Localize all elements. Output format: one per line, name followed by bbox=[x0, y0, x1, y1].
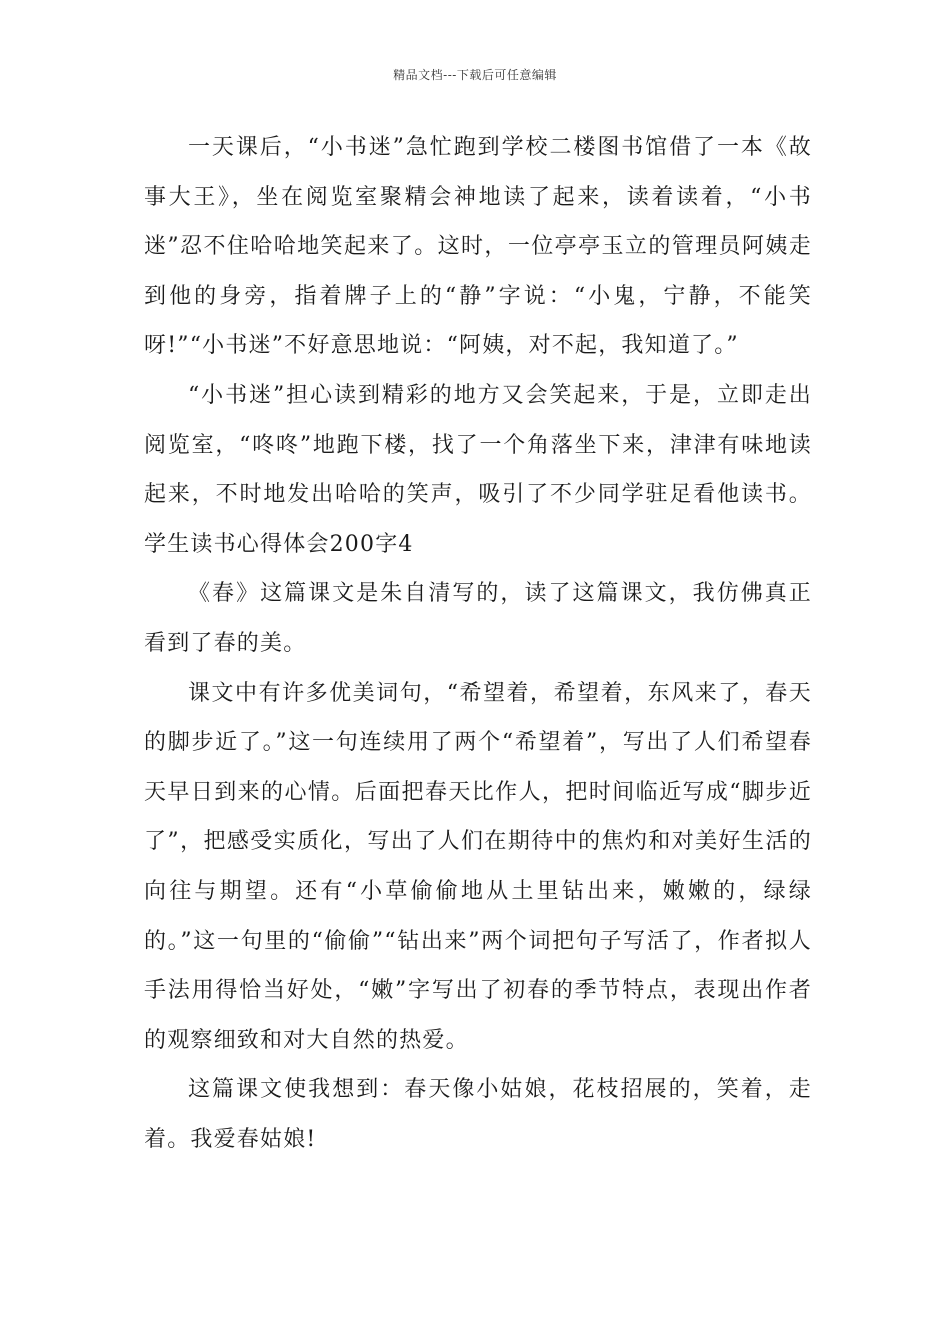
paragraph-spring-analysis: 课文中有许多优美词句，“希望着，希望着，东风来了，春天的脚步近了。”这一句连续用了两个“希望着”，写出了人们希望春天早日到来的心情。后面把春天比作人，把时间临近写成“脚步近了”，把感受实质化，写出了人们在期待中的焦灼和对美好生活的向往与期望。还有“小草偷偷地从土里钻出来，嫩嫩的，绿绿的。”这一句里的“偷偷”“钻出来”两个词把句子写活了，作者拟人手法用得恰当好处，“嫩”字写出了初春的季节特点，表现出作者的观察细致和对大自然的热爱。 bbox=[144, 680, 812, 1053]
page-header: 精品文档---下载后可任意编辑 bbox=[393, 68, 557, 82]
paragraph-spring-intro: 《春》这篇课文是朱自清写的，读了这篇课文，我仿佛真正看到了春的美。 bbox=[144, 581, 812, 656]
paragraph-library-story: 一天课后，“小书迷”急忙跑到学校二楼图书馆借了一本《故事大王》，坐在阅览室聚精会神地读了起来，读着读着，“小书迷”忍不住哈哈地笑起来了。这时，一位亭亭玉立的管理员阿姨走到他的身旁，指着牌子上的“静”字说：“小鬼，宁静，不能笑呀!”“小书迷”不好意思地说：“阿姨，对不起，我知道了。” bbox=[144, 135, 812, 359]
paragraph-reading-downstairs: “小书迷”担心读到精彩的地方又会笑起来，于是，立即走出阅览室，“咚咚”地跑下楼，找了一个角落坐下来，津津有味地读起来，不时地发出哈哈的笑声，吸引了不少同学驻足看他读书。学生读书心得体会200字4 bbox=[144, 382, 812, 557]
document-body bbox=[144, 123, 812, 1164]
paragraph-spring-conclusion: 这篇课文使我想到：春天像小姑娘，花枝招展的，笑着，走着。我爱春姑娘! bbox=[144, 1077, 812, 1152]
